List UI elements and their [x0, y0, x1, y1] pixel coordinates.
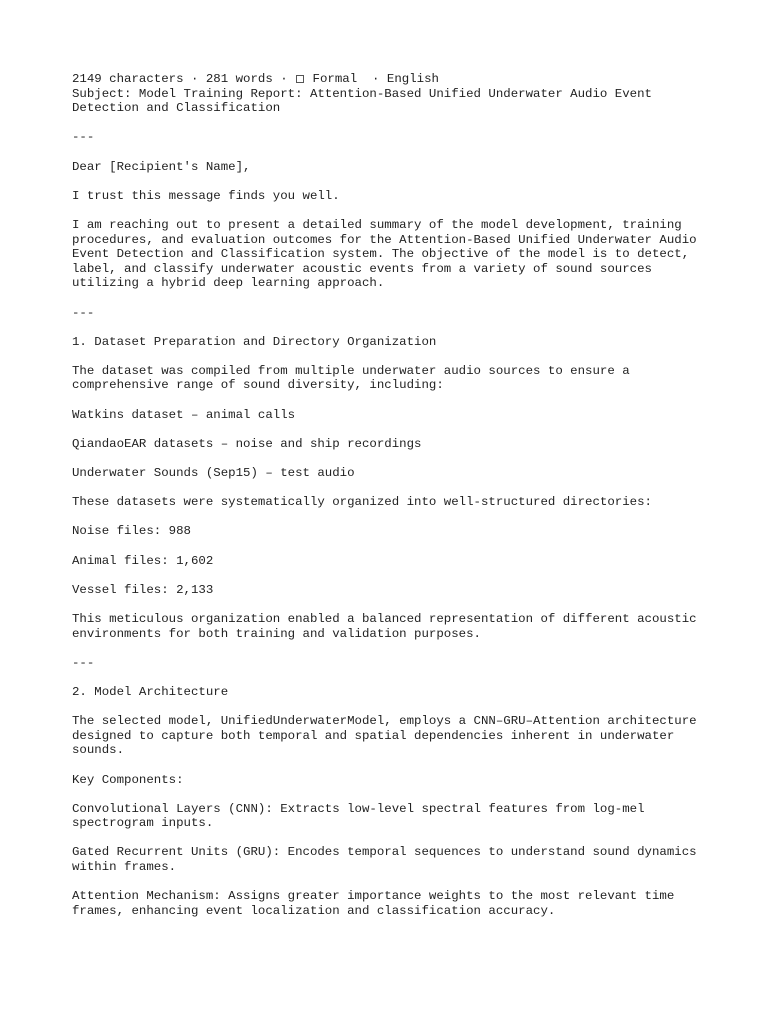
meta-separator: ·: [372, 72, 380, 86]
section-paragraph: The dataset was compiled from multiple underwater audio sources to ensure a comprehensive range of sound diversity, including:: [72, 363, 638, 393]
key-components-label: Key Components:: [72, 772, 184, 787]
greeting: Dear [Recipient's Name],: [72, 159, 251, 174]
list-item: Vessel files: 2,133: [72, 582, 214, 597]
word-count: 281 words: [205, 72, 273, 86]
meta-separator: ·: [280, 72, 288, 86]
section-paragraph: The selected model, UnifiedUnderwaterModel, employs a CNN–GRU–Attention architecture designed to capture both temporal and spatial dependencies inherent in underwater sounds.: [72, 714, 705, 758]
divider: ---: [72, 130, 95, 145]
tone-label: Formal: [312, 72, 358, 86]
list-item: Watkins dataset – animal calls: [72, 407, 296, 422]
list-item: Underwater Sounds (Sep15) – test audio: [72, 466, 355, 481]
document-meta-bar: [72, 72, 712, 87]
list-item: Attention Mechanism: Assigns greater importance weights to the most relevant time frames, enhancing event localization and classification accuracy.: [72, 889, 682, 918]
meta-separator: ·: [190, 72, 199, 86]
section-heading: 1. Dataset Preparation and Directory Organization: [72, 334, 437, 349]
tone-icon: [296, 75, 304, 83]
list-item: Noise files: 988: [72, 524, 191, 539]
divider: ---: [72, 305, 95, 320]
list-item: Animal files: 1,602: [72, 553, 214, 568]
section-paragraph: These datasets were systematically organized into well-structured directories:: [72, 495, 652, 510]
section-paragraph: This meticulous organization enabled a balanced representation of different acoustic environments for both training and validation purposes.: [72, 611, 705, 641]
list-item: Convolutional Layers (CNN): Extracts low-level spectral features from log-mel spectrogram inputs.: [72, 801, 652, 831]
intro-paragraph: I am reaching out to present a detailed summary of the model development, training procedures, and evaluation outcomes for the Attention-Based Unified Underwater Audio Event Detection and Classification system. The objective of the model is to detect, label, and classify underwater acoustic events from a variety of sound sources utilizing a hybrid deep learning approach.: [72, 217, 705, 291]
divider: ---: [72, 655, 95, 670]
language-label: English: [386, 72, 439, 86]
document-body: [72, 72, 712, 933]
character-count: 2149 characters: [72, 72, 184, 86]
section-heading: 2. Model Architecture: [72, 684, 229, 699]
list-item: QiandaoEAR datasets – noise and ship recordings: [72, 436, 422, 451]
list-item: Gated Recurrent Units (GRU): Encodes temporal sequences to understand sound dynamics within frames.: [72, 845, 705, 875]
subject-line: Subject: Model Training Report: Attention-Based Unified Underwater Audio Event Detection and Classification: [72, 86, 660, 116]
opening-line: I trust this message finds you well.: [72, 188, 340, 203]
